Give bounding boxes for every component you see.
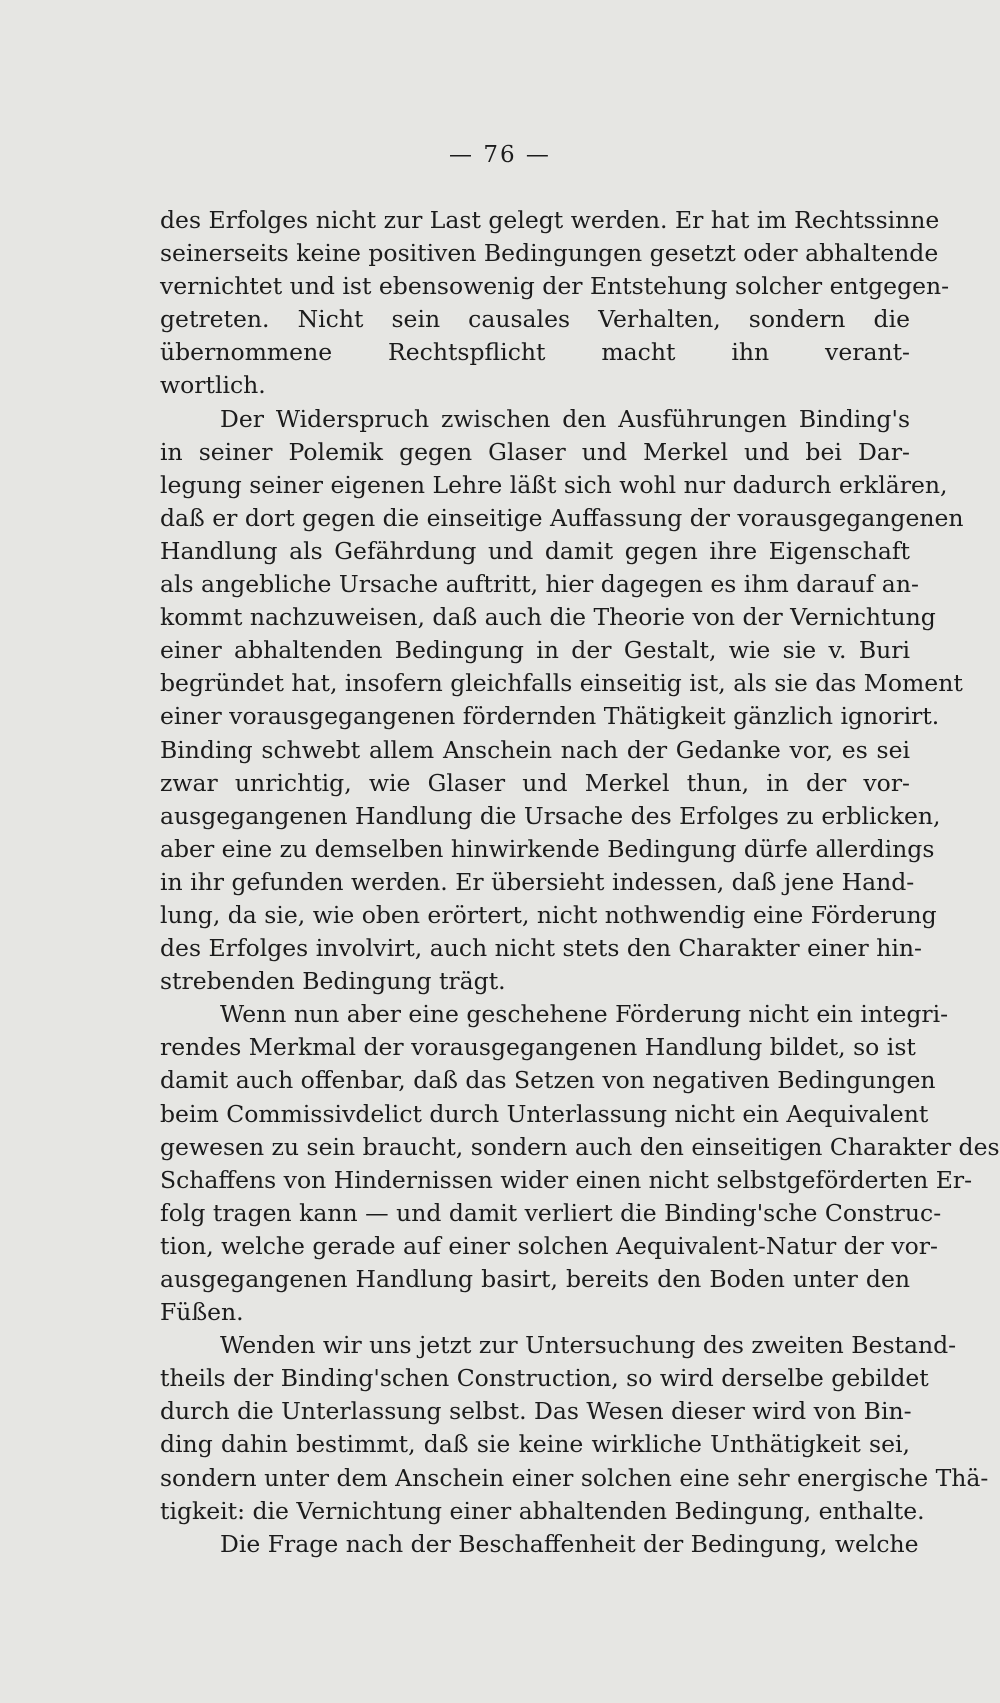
- text-line: in ihr gefunden werden. Er übersieht indessen, daß jene Hand-: [160, 867, 915, 896]
- text-line: gewesen zu sein braucht, sondern auch den einseitigen Charakter des: [160, 1132, 1000, 1161]
- text-line: in seiner Polemik gegen Glaser und Merkel und bei Dar-: [160, 437, 910, 466]
- text-line: ding dahin bestimmt, daß sie keine wirkliche Unthätigkeit sei,: [160, 1430, 910, 1459]
- text-line: zwar unrichtig, wie Glaser und Merkel thun, in der vor-: [160, 768, 910, 797]
- text-line: Handlung als Gefährdung und damit gegen ihre Eigenschaft: [160, 536, 910, 565]
- text-line: kommt nachzuweisen, daß auch die Theorie von der Vernichtung: [160, 603, 936, 632]
- text-line: des Erfolges involvirt, auch nicht stets den Charakter einer hin-: [160, 934, 922, 963]
- text-line: theils der Binding'schen Construction, so wird derselbe gebildet: [160, 1364, 929, 1393]
- text-line: tigkeit: die Vernichtung einer abhaltenden Bedingung, enthalte.: [160, 1496, 925, 1525]
- text-line: Der Widerspruch zwischen den Ausführungen Binding's: [220, 404, 910, 433]
- text-line: daß er dort gegen die einseitige Auffassung der vorausgegangenen: [160, 503, 964, 532]
- text-line: lung, da sie, wie oben erörtert, nicht nothwendig eine Förderung: [160, 900, 937, 929]
- text-line: folg tragen kann — und damit verliert die Binding'sche Construc-: [160, 1198, 942, 1227]
- text-line: durch die Unterlassung selbst. Das Wesen dieser wird von Bin-: [160, 1397, 912, 1426]
- page-number: — 76 —: [449, 142, 551, 168]
- text-line: übernommene Rechtspflicht macht ihn verant-: [160, 338, 910, 367]
- text-line: beim Commissivdelict durch Unterlassung nicht ein Aequivalent: [160, 1099, 929, 1128]
- text-line: vernichtet und ist ebensowenig der Entstehung solcher entgegen-: [160, 272, 950, 301]
- text-line: rendes Merkmal der vorausgegangenen Handlung bildet, so ist: [160, 1033, 916, 1062]
- text-line: legung seiner eigenen Lehre läßt sich wohl nur dadurch erklären,: [160, 470, 948, 499]
- body-text: [160, 204, 1000, 1561]
- text-line: des Erfolges nicht zur Last gelegt werden. Er hat im Rechtssinne: [160, 206, 940, 234]
- text-line: einer vorausgegangenen fördernden Thätigkeit gänzlich ignorirt.: [160, 702, 940, 731]
- text-line: Binding schwebt allem Anschein nach der Gedanke vor, es sei: [160, 735, 910, 764]
- text-line: als angebliche Ursache auftritt, hier dagegen es ihm darauf an-: [160, 570, 919, 599]
- text-line: seinerseits keine positiven Bedingungen gesetzt oder abhaltende: [160, 239, 939, 268]
- text-line: Schaffens von Hindernissen wider einen nicht selbstgeförderten Er-: [160, 1165, 973, 1194]
- text-line: Wenn nun aber eine geschehene Förderung nicht ein integri-: [220, 1000, 949, 1029]
- text-line: strebenden Bedingung trägt.: [160, 967, 506, 996]
- text-line: ausgegangenen Handlung basirt, bereits den Boden unter den: [160, 1265, 910, 1293]
- text-line: begründet hat, insofern gleichfalls einseitig ist, als sie das Moment: [160, 669, 963, 698]
- text-line: wortlich.: [160, 371, 266, 400]
- text-line: getreten. Nicht sein causales Verhalten, sondern die: [160, 305, 910, 334]
- text-line: ausgegangenen Handlung die Ursache des Erfolges zu erblicken,: [160, 801, 941, 830]
- text-line: Füßen.: [160, 1298, 244, 1327]
- text-line: Die Frage nach der Beschaffenheit der Bedingung, welche: [220, 1529, 919, 1558]
- text-line: aber eine zu demselben hinwirkende Bedingung dürfe allerdings: [160, 834, 935, 863]
- text-line: einer abhaltenden Bedingung in der Gestalt, wie sie v. Buri: [160, 636, 910, 665]
- text-line: tion, welche gerade auf einer solchen Aequivalent-Natur der vor-: [160, 1231, 938, 1260]
- text-line: sondern unter dem Anschein einer solchen eine sehr energische Thä-: [160, 1463, 989, 1492]
- text-line: Wenden wir uns jetzt zur Untersuchung des zweiten Bestand-: [220, 1331, 957, 1360]
- text-line: damit auch offenbar, daß das Setzen von negativen Bedingungen: [160, 1066, 936, 1095]
